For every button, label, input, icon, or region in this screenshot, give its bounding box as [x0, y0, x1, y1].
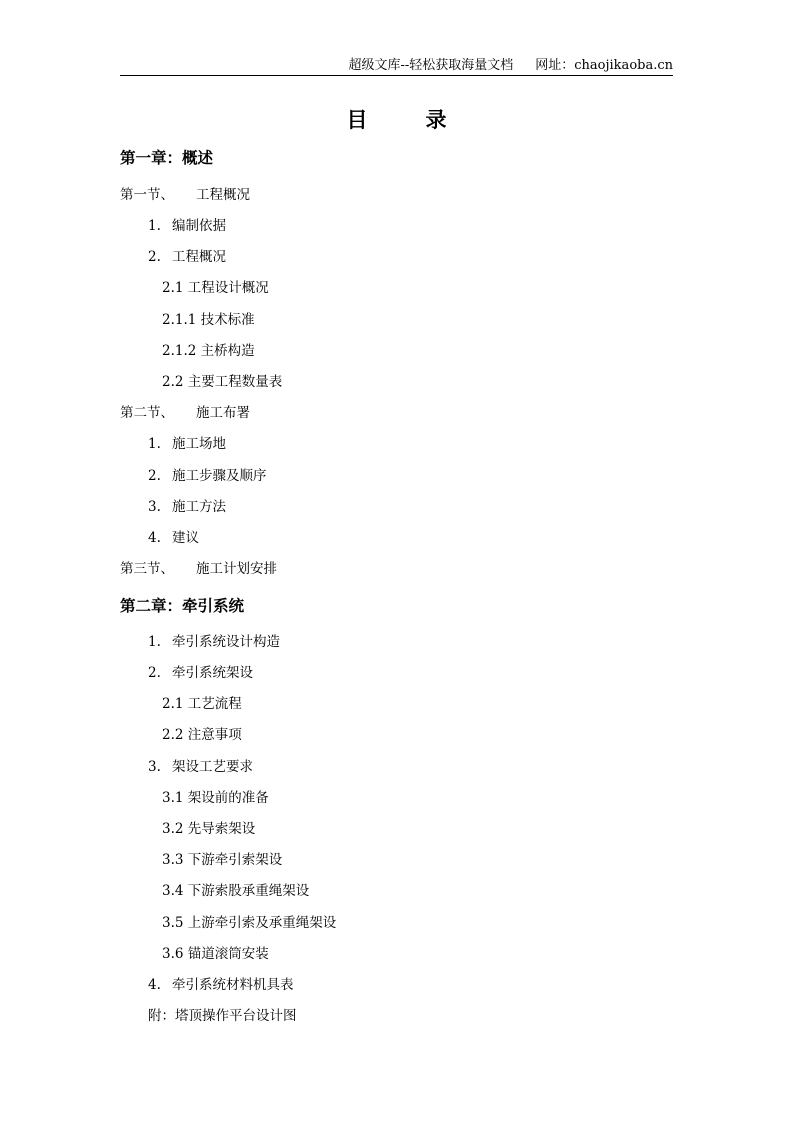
toc-text: 2.1 工程设计概况	[162, 280, 269, 296]
toc-text: 施工场地	[172, 436, 226, 452]
toc-number: 4.	[148, 977, 161, 993]
toc-appendix	[148, 1007, 297, 1025]
toc-number: 1.	[148, 634, 161, 650]
toc-subitem	[162, 342, 255, 360]
toc-subitem	[162, 726, 242, 744]
toc-text: 牵引系统设计构造	[172, 634, 280, 650]
toc-text: 3.4 下游索股承重绳架设	[162, 883, 310, 899]
toc-section	[120, 186, 250, 204]
toc-item	[148, 217, 226, 235]
toc-text: 施工计划安排	[196, 561, 277, 577]
toc-subitem	[162, 373, 282, 391]
toc-number: 第二节、	[120, 405, 174, 421]
toc-number: 2.	[148, 249, 161, 265]
toc-text: 第二章：牵引系统	[120, 597, 245, 615]
toc-text: 附：塔顶操作平台设计图	[148, 1008, 297, 1024]
toc-item	[148, 248, 226, 266]
toc-subitem	[162, 789, 269, 807]
toc-item	[148, 976, 294, 994]
toc-text: 3.2 先导索架设	[162, 821, 256, 837]
toc-text: 牵引系统材料机具表	[172, 977, 294, 993]
toc-number: 4.	[148, 530, 161, 546]
toc-text: 3.6 锚道滚筒安装	[162, 946, 269, 962]
toc-text: 建议	[172, 530, 199, 546]
toc-text: 2.1.2 主桥构造	[162, 343, 255, 359]
toc-subitem	[162, 279, 269, 297]
toc-item	[148, 758, 253, 776]
toc-text: 3.5 上游牵引索及承重绳架设	[162, 915, 337, 931]
toc-item	[148, 633, 280, 651]
toc-subitem	[162, 695, 242, 713]
toc-subitem	[162, 311, 255, 329]
header-url: 网址：chaojikaoba.cn	[535, 58, 673, 73]
toc-number: 第三节、	[120, 561, 174, 577]
toc-section	[120, 560, 277, 578]
header-site-name: 超级文库--轻松获取海量文档	[348, 58, 514, 73]
toc-item	[148, 498, 226, 516]
toc-chapter	[120, 597, 244, 615]
page-header	[120, 57, 673, 76]
toc-number: 3.	[148, 759, 161, 775]
toc-number: 第一节、	[120, 187, 174, 203]
toc-text: 2.1 工艺流程	[162, 696, 242, 712]
toc-number: 2.	[148, 665, 161, 681]
toc-subitem	[162, 914, 336, 932]
toc-item	[148, 467, 267, 485]
toc-number: 3.	[148, 499, 161, 515]
toc-item	[148, 529, 199, 547]
toc-text: 工程概况	[172, 249, 226, 265]
toc-text: 施工步骤及顺序	[172, 468, 267, 484]
title-char-1: 目	[346, 108, 368, 132]
toc-subitem	[162, 945, 269, 963]
toc-subitem	[162, 851, 282, 869]
page-title	[0, 104, 793, 134]
toc-text: 工程概况	[196, 187, 250, 203]
toc-text: 2.1.1 技术标准	[162, 312, 255, 328]
toc-subitem	[162, 882, 309, 900]
toc-subitem	[162, 820, 255, 838]
toc-item	[148, 435, 226, 453]
toc-text: 3.1 架设前的准备	[162, 790, 269, 806]
toc-section	[120, 404, 250, 422]
toc-text: 第一章：概述	[120, 149, 214, 167]
toc-text: 架设工艺要求	[172, 759, 253, 775]
toc-text: 牵引系统架设	[172, 665, 253, 681]
toc-text: 2.2 主要工程数量表	[162, 374, 283, 390]
toc-text: 施工布署	[196, 405, 250, 421]
toc-item	[148, 664, 253, 682]
toc-chapter	[120, 149, 213, 167]
toc-text: 2.2 注意事项	[162, 727, 242, 743]
toc-number: 1.	[148, 436, 161, 452]
toc-text: 施工方法	[172, 499, 226, 515]
toc-number: 1.	[148, 218, 161, 234]
title-char-2: 录	[425, 108, 447, 132]
toc-text: 3.3 下游牵引索架设	[162, 852, 283, 868]
toc-text: 编制依据	[172, 218, 226, 234]
toc-number: 2.	[148, 468, 161, 484]
